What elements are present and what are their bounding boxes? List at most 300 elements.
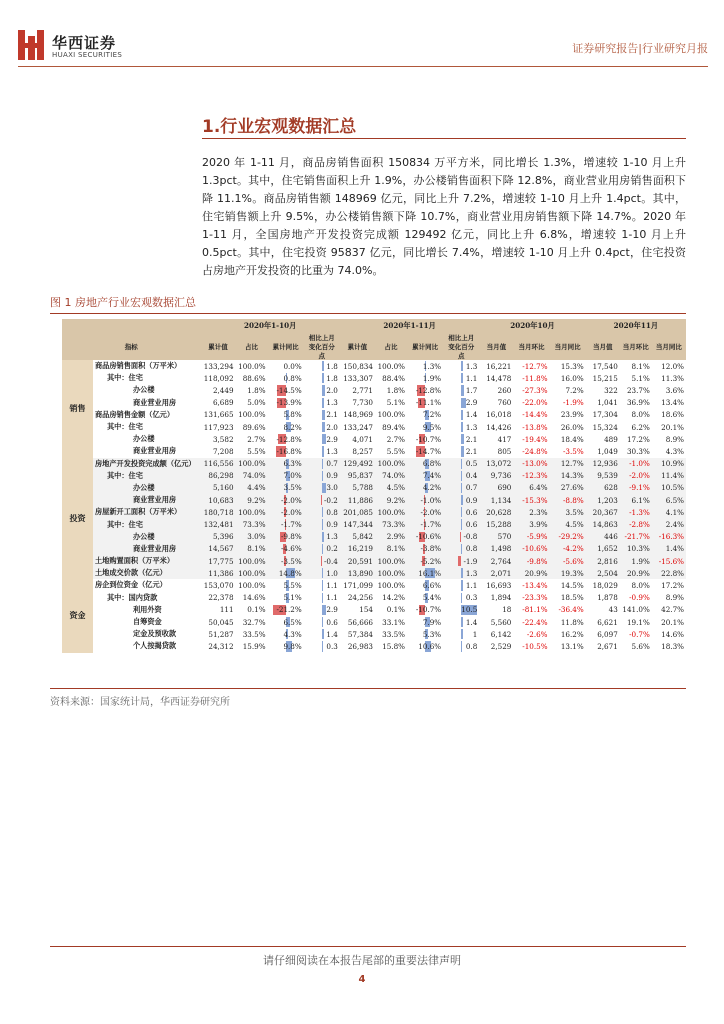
cell-text: 0.6 <box>465 507 478 517</box>
cell-value: 51,287 <box>208 629 234 639</box>
cell-value: 15.3% <box>560 361 584 371</box>
column-header: 占比 <box>236 333 268 360</box>
cell-value: 88.6% <box>242 373 266 383</box>
cell-value: 2,449 <box>212 385 234 395</box>
cell-text: 0.0% <box>283 361 302 371</box>
cell-value <box>268 433 304 445</box>
cell-value: 6,621 <box>597 617 618 627</box>
cell-value <box>268 531 304 543</box>
cell-value: 43 <box>608 605 618 615</box>
cell-value: 50,045 <box>208 617 234 627</box>
cell-value <box>304 397 340 409</box>
cell-value <box>268 494 304 506</box>
data-bar <box>322 410 325 420</box>
cell-text: -1.9 <box>463 556 478 566</box>
cell-value: 8.9% <box>665 434 684 444</box>
cell-text: 6.8% <box>422 459 442 469</box>
cell-value: 129,492 <box>343 459 373 469</box>
data-bar <box>461 580 463 590</box>
cell-value: 260 <box>497 385 512 395</box>
cell-value: 100.0% <box>377 507 405 517</box>
cell-text: 1.8 <box>326 373 338 383</box>
category-label: 投资 <box>62 458 93 580</box>
cell-value: 5.5% <box>386 446 405 456</box>
cell-value: 15.9% <box>242 641 266 651</box>
data-bar <box>460 532 461 542</box>
cell-value: 1,652 <box>597 544 618 554</box>
column-header: 当月值 <box>586 333 620 360</box>
cell-value <box>268 604 304 616</box>
data-bar <box>461 519 462 529</box>
cell-value: 100.0% <box>238 507 266 517</box>
cell-text: 0.8 <box>465 544 478 554</box>
table-row <box>62 433 686 445</box>
cell-value: 118,092 <box>203 373 234 383</box>
cell-value <box>443 421 479 433</box>
cell-value <box>407 494 443 506</box>
cell-text: 1.4 <box>465 410 478 420</box>
cell-value: 2,764 <box>490 556 512 566</box>
cell-text: 0.7 <box>326 459 338 469</box>
header-divider <box>18 66 708 67</box>
cell-text: -1.7% <box>420 520 442 530</box>
cell-value <box>304 445 340 457</box>
table-row <box>62 616 686 628</box>
cell-value: 141.0% <box>622 605 650 615</box>
cell-value <box>304 579 340 591</box>
cell-value: 4.1% <box>665 507 684 517</box>
cell-value <box>443 592 479 604</box>
cell-value: 8.9% <box>665 593 684 603</box>
brand-name-en: HUAXI SECURITIES <box>52 51 123 59</box>
indicator-label: 办公楼 <box>132 531 155 541</box>
cell-value: -29.2% <box>558 532 584 542</box>
cell-value: 133,247 <box>343 422 373 432</box>
cell-value: 446 <box>604 532 618 542</box>
indicator-label: 商业营业用房 <box>132 397 177 407</box>
cell-text: -10.6% <box>415 532 442 542</box>
cell-value: 2,816 <box>597 556 618 566</box>
table-row <box>62 458 686 470</box>
cell-value <box>268 518 304 530</box>
table-row <box>62 372 686 384</box>
cell-text: -14.7% <box>415 446 442 456</box>
cell-value: 4,071 <box>352 434 373 444</box>
cell-value: 9.2% <box>247 495 266 505</box>
cell-value <box>443 397 479 409</box>
cell-value <box>407 604 443 616</box>
table-row <box>62 592 686 604</box>
cell-text: 3.0 <box>326 483 338 493</box>
cell-value: -13.0% <box>522 459 548 469</box>
cell-value: 56,666 <box>347 617 373 627</box>
cell-value: 9,539 <box>597 471 618 481</box>
cell-value: 17,775 <box>208 556 234 566</box>
cell-value: 24,256 <box>347 593 373 603</box>
cell-text: 6.3% <box>283 459 302 469</box>
cell-text: -4.6% <box>281 544 302 554</box>
cell-value: 1.8% <box>386 385 405 395</box>
cell-text: 0.6 <box>326 617 338 627</box>
cell-value: 8.1% <box>247 544 266 554</box>
cell-value <box>304 409 340 421</box>
cell-value: 2,071 <box>490 568 512 578</box>
cell-value: 4.5% <box>565 520 584 530</box>
cell-value <box>443 384 479 396</box>
cell-value <box>443 616 479 628</box>
cell-value <box>443 372 479 384</box>
cell-value <box>268 421 304 433</box>
cell-value <box>443 604 479 616</box>
cell-text: 1.4 <box>465 617 478 627</box>
indicator-label: 其中：国内贷款 <box>106 592 158 602</box>
column-header: 相比上月变化百分点 <box>304 333 340 360</box>
cell-value: 100.0% <box>377 568 405 578</box>
indicator-label: 商品房销售面积（万平米） <box>94 361 182 371</box>
group-header: 2020年1-11月 <box>340 319 479 333</box>
cell-value: 33.1% <box>382 617 405 627</box>
cell-value <box>304 384 340 396</box>
cell-value: 6.5% <box>665 495 684 505</box>
cell-value: 23.7% <box>626 385 650 395</box>
cell-value <box>268 640 304 652</box>
cell-value: 100.0% <box>238 459 266 469</box>
cell-value: 133,307 <box>343 373 373 383</box>
cell-value <box>407 616 443 628</box>
cell-value <box>268 458 304 470</box>
cell-value <box>443 567 479 579</box>
cell-value: 628 <box>604 483 618 493</box>
cell-value: 24,312 <box>208 641 234 651</box>
table-row <box>62 482 686 494</box>
cell-text: -12.8% <box>415 385 442 395</box>
cell-value: 5.6% <box>631 641 650 651</box>
cell-value: 14.6% <box>242 593 266 603</box>
cell-value: 6,689 <box>212 398 234 408</box>
cell-text: 4.2% <box>422 483 442 493</box>
cell-value <box>407 555 443 567</box>
category-label: 销售 <box>62 360 93 458</box>
cell-text: 0.4 <box>465 471 478 481</box>
cell-value: 17,304 <box>592 410 618 420</box>
cell-value: -36.4% <box>558 605 584 615</box>
cell-text: 1.3% <box>422 361 442 371</box>
cell-value <box>268 372 304 384</box>
cell-text: 14.8% <box>278 568 302 578</box>
cell-text: 0.6 <box>465 520 478 530</box>
cell-value: 6,142 <box>490 629 512 639</box>
cell-value: 14.6% <box>661 629 684 639</box>
table-row <box>62 628 686 640</box>
data-bar <box>461 385 464 395</box>
cell-value: 11.4% <box>661 471 684 481</box>
cell-value: 16.2% <box>560 629 584 639</box>
cell-value: 16,219 <box>347 544 373 554</box>
table-row <box>62 640 686 652</box>
cell-text: 0.3 <box>326 641 338 651</box>
cell-value: 95,837 <box>347 471 373 481</box>
cell-value: 6,097 <box>597 629 618 639</box>
cell-value: 171,099 <box>343 580 373 590</box>
cell-value: 22.8% <box>661 568 684 578</box>
table-row <box>62 518 686 530</box>
cell-value: 13,890 <box>347 568 373 578</box>
column-header: 当月环比 <box>513 333 549 360</box>
cell-value: 100.0% <box>377 556 405 566</box>
cell-value: 489 <box>604 434 618 444</box>
cell-value: 16,693 <box>486 580 512 590</box>
cell-value: 26.0% <box>560 422 584 432</box>
indicator-label: 定金及预收款 <box>132 629 177 639</box>
data-bar <box>461 361 463 371</box>
cell-value: -12.7% <box>522 361 548 371</box>
data-bar <box>322 519 323 529</box>
cell-text: -3.8% <box>420 544 442 554</box>
cell-value: 2.7% <box>386 434 405 444</box>
data-bar <box>461 459 462 469</box>
data-bar <box>461 568 463 578</box>
cell-value: -9.8% <box>526 556 548 566</box>
cell-value <box>268 482 304 494</box>
data-bar <box>461 483 462 493</box>
cell-value: 12.7% <box>560 459 584 469</box>
cell-value <box>443 555 479 567</box>
cell-value: 16.0% <box>560 373 584 383</box>
cell-value: 20.9% <box>626 568 650 578</box>
cell-text: 8.2% <box>283 422 302 432</box>
column-header: 占比 <box>375 333 407 360</box>
table-row <box>62 445 686 457</box>
cell-value <box>304 592 340 604</box>
cell-value <box>407 445 443 457</box>
cell-value: -23.3% <box>522 593 548 603</box>
cell-value: 154 <box>359 605 373 615</box>
cell-value: -11.8% <box>522 373 548 383</box>
indicator-label: 房屋新开工面积（万平米） <box>94 507 182 517</box>
cell-text: -21.2% <box>276 605 302 615</box>
column-header: 指标 <box>62 333 200 360</box>
cell-value: 2,771 <box>352 385 373 395</box>
cell-value: 14,478 <box>486 373 512 383</box>
cell-value: 5.1% <box>631 373 650 383</box>
cell-value: 131,665 <box>203 410 234 420</box>
column-header: 当月同比 <box>652 333 686 360</box>
cell-value: -0.9% <box>629 593 650 603</box>
table-row <box>62 604 686 616</box>
cell-value <box>268 360 304 372</box>
data-bar <box>322 617 323 627</box>
cell-value: 100.0% <box>238 410 266 420</box>
cell-text: 1.9% <box>422 373 442 383</box>
cell-value: 4.4% <box>247 483 266 493</box>
cell-text: 4.3% <box>283 629 302 639</box>
data-bar <box>461 446 464 456</box>
column-header: 当月同比 <box>550 333 586 360</box>
page-number: 4 <box>358 974 366 985</box>
cell-value <box>304 567 340 579</box>
column-header: 当月值 <box>479 333 513 360</box>
cell-value: -1.3% <box>629 507 650 517</box>
cell-value: 1.9% <box>631 556 650 566</box>
cell-text: 10.6% <box>418 641 442 651</box>
cell-value <box>304 628 340 640</box>
data-bar <box>322 580 324 590</box>
cell-value: 1.4% <box>665 544 684 554</box>
cell-value: 19.3% <box>560 568 584 578</box>
cell-value <box>304 372 340 384</box>
data-bar <box>322 373 325 383</box>
cell-text: 6.5% <box>283 617 302 627</box>
cell-value <box>407 433 443 445</box>
footer-disclaimer: 请仔细阅读在本报告尾部的重要法律声明 <box>263 954 461 967</box>
cell-value: 5,842 <box>352 532 373 542</box>
cell-value <box>304 494 340 506</box>
cell-value: -10.5% <box>522 641 548 651</box>
cell-text: 1.1 <box>326 580 338 590</box>
cell-text: 0.9 <box>326 520 338 530</box>
cell-value: 6.1% <box>631 495 650 505</box>
data-bar <box>322 385 325 395</box>
cell-value: 322 <box>604 385 618 395</box>
cell-value <box>268 567 304 579</box>
table-row <box>62 494 686 506</box>
cell-value: 14,567 <box>208 544 234 554</box>
data-bar <box>322 361 325 371</box>
cell-text: -1.0% <box>420 495 442 505</box>
cell-value: 88.4% <box>382 373 405 383</box>
cell-text: -1.7% <box>281 520 302 530</box>
data-bar <box>461 507 462 517</box>
cell-value: 2.4% <box>665 520 684 530</box>
cell-value: 150,834 <box>343 361 373 371</box>
cell-value: 74.0% <box>242 471 266 481</box>
cell-text: 1.1 <box>465 373 478 383</box>
cell-text: 0.9 <box>326 471 338 481</box>
cell-text: -11.1% <box>415 398 442 408</box>
table-row <box>62 579 686 591</box>
cell-value <box>304 518 340 530</box>
cell-value: 20.1% <box>661 617 684 627</box>
cell-value: 100.0% <box>377 361 405 371</box>
cell-text: 1.3 <box>465 568 478 578</box>
cell-value <box>407 397 443 409</box>
cell-text: -2.0% <box>281 507 302 517</box>
cell-text: 16.1% <box>418 568 442 578</box>
cell-value: 18.4% <box>560 434 584 444</box>
cell-text: 0.3 <box>465 593 478 603</box>
indicator-label: 自筹资金 <box>132 617 162 627</box>
cell-value: 27.6% <box>560 483 584 493</box>
cell-value: -15.6% <box>658 556 684 566</box>
cell-value: 1,134 <box>490 495 512 505</box>
column-header: 相比上月变化百分点 <box>443 333 479 360</box>
cell-value: 111 <box>219 605 234 615</box>
cell-value <box>443 360 479 372</box>
data-bar <box>322 459 323 469</box>
cell-value <box>268 555 304 567</box>
figure-title: 图 1 房地产行业宏观数据汇总 <box>50 296 196 309</box>
indicator-label: 办公楼 <box>132 482 155 492</box>
cell-text: -9.8% <box>281 532 302 542</box>
cell-value <box>304 604 340 616</box>
cell-value: 17,540 <box>592 361 618 371</box>
cell-value: 11,886 <box>347 495 373 505</box>
cell-text: 5.3% <box>422 629 442 639</box>
cell-value: 570 <box>497 532 512 542</box>
data-bar <box>322 593 324 603</box>
cell-text: 1.3 <box>465 422 478 432</box>
data-bar <box>461 373 463 383</box>
cell-value <box>443 445 479 457</box>
cell-value: 3.0% <box>247 532 266 542</box>
indicator-label: 房企到位资金（亿元） <box>94 580 167 590</box>
cell-value <box>407 360 443 372</box>
cell-value <box>268 592 304 604</box>
cell-value: 690 <box>497 483 512 493</box>
cell-value <box>268 397 304 409</box>
cell-value <box>304 531 340 543</box>
cell-text: 2.9 <box>326 605 338 615</box>
cell-value: 7.2% <box>565 385 584 395</box>
cell-value: -0.7% <box>629 629 650 639</box>
cell-value: 6.4% <box>529 483 548 493</box>
table-row <box>62 531 686 543</box>
cell-value: 5,396 <box>212 532 234 542</box>
cell-value: -1.9% <box>563 398 584 408</box>
cell-value <box>407 506 443 518</box>
cell-value: 18.6% <box>661 410 684 420</box>
source-divider <box>50 688 686 689</box>
cell-text: 1.3 <box>465 361 478 371</box>
cell-value <box>268 470 304 482</box>
cell-value: -10.6% <box>522 544 548 554</box>
cell-value: 147,344 <box>343 520 373 530</box>
cell-value: -13.4% <box>522 580 548 590</box>
cell-value: 0.1% <box>247 605 266 615</box>
section-divider <box>202 138 686 139</box>
cell-value: 18,029 <box>592 580 618 590</box>
cell-value: 5,160 <box>212 483 234 493</box>
column-header: 当月环比 <box>620 333 652 360</box>
macro-data-table <box>62 319 686 653</box>
cell-value: 132,481 <box>203 520 234 530</box>
cell-value: 73.3% <box>382 520 405 530</box>
cell-value: 116,556 <box>203 459 234 469</box>
indicator-label: 利用外资 <box>132 604 162 614</box>
figure-divider <box>50 313 686 314</box>
cell-value: 1,878 <box>597 593 618 603</box>
cell-text: 1.1 <box>326 593 338 603</box>
cell-text: 6.6% <box>422 580 442 590</box>
cell-text: 5.1% <box>283 593 302 603</box>
cell-value: 12,936 <box>592 459 618 469</box>
cell-value: 100.0% <box>238 568 266 578</box>
cell-value: 14.5% <box>560 580 584 590</box>
cell-value <box>304 616 340 628</box>
cell-value: 36.9% <box>626 398 650 408</box>
indicator-label: 其中：住宅 <box>106 519 143 529</box>
table-row <box>62 409 686 421</box>
cell-value <box>304 433 340 445</box>
cell-value: 10.9% <box>661 459 684 469</box>
cell-value: 8,257 <box>352 446 373 456</box>
source-note: 资料来源：国家统计局，华西证券研究所 <box>50 697 230 708</box>
data-bar <box>322 629 324 639</box>
data-bar <box>458 556 461 566</box>
cell-value: 14.2% <box>382 593 405 603</box>
cell-value: -1.0% <box>629 459 650 469</box>
cell-text: 0.2 <box>326 544 338 554</box>
